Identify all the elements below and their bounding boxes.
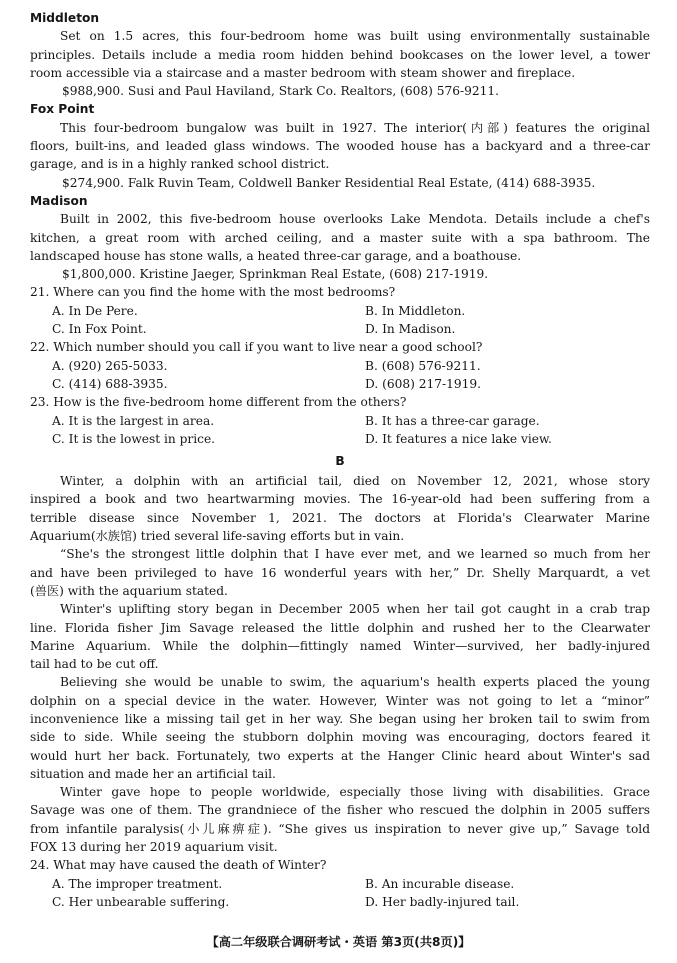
question-24 [30, 856, 650, 911]
listing-contact: $274,900. Falk Ruvin Team, Coldwell Banker Residential Real Estate, (414) 688-3935. [62, 175, 596, 190]
paragraph [30, 545, 650, 600]
option-d: D. Her badly-injured tail. [365, 894, 520, 909]
paragraph [30, 472, 650, 545]
question-22 [30, 338, 650, 393]
paragraph [30, 600, 650, 673]
text-line: Savage was one of them. The grandniece of the fisher who rescued the dolphin in 2005 suffers [30, 803, 650, 818]
option-a: A. The improper treatment. [52, 876, 223, 891]
text-line: Winter, a dolphin with an artificial tail, died on November 12, 2021, whose story [60, 474, 650, 489]
text-line: terrible disease since November 1, 2021. The doctors at Florida's Clearwater Marine [30, 510, 650, 525]
question-23 [30, 393, 650, 448]
text-line: Set on 1.5 acres, this four-bedroom home was built using environmentally sustainable [60, 29, 650, 44]
option-b: B. In Middleton. [365, 303, 466, 318]
question-stem: 23. How is the five-bedroom home different from the others? [30, 395, 407, 410]
option-b: B. It has a three-car garage. [365, 413, 540, 428]
option-a: A. (920) 265-5033. [52, 358, 168, 373]
text-line: FOX 13 during her 2019 aquarium visit. [30, 840, 278, 855]
passage-b [30, 472, 650, 856]
text-line: dolphin on a special device in the water. However, Winter was not going to let a “minor” [30, 693, 650, 708]
text-line: Aquarium(水族馆) tried several life-saving efforts but in vain. [30, 529, 405, 544]
question-stem: 21. Where can you find the home with the most bedrooms? [30, 285, 396, 300]
paragraph [30, 673, 650, 783]
text-line: kitchen, a great room with arched ceiling, and a master suite with a spa bathroom. The [30, 230, 650, 245]
option-a: A. It is the largest in area. [52, 413, 215, 428]
listing-name: Middleton [30, 11, 100, 25]
listing-middleton [30, 9, 650, 100]
text-line: inconvenience like a missing tail get in her way. She began using her broken tail to swim from [30, 711, 650, 726]
text-line: “She's the strongest little dolphin that I have ever met, and we learned so much from her [60, 547, 650, 562]
text-line: principles. Details include a media room hidden behind bookcases on the lower level, a tower [30, 47, 650, 62]
question-21 [30, 283, 650, 338]
option-c: C. It is the lowest in price. [52, 431, 216, 446]
text-line: tail had to be cut off. [30, 657, 159, 672]
text-line: This four-bedroom bungalow was built in 1927. The interior(内部) features the original [60, 120, 650, 135]
text-line: inspired a book and two heartwarming movies. The 16-year-old had been suffering from a [30, 492, 650, 507]
text-line: landscaped house has stone walls, a heated three-car garage, and a boathouse. [30, 248, 522, 263]
listing-contact: $1,800,000. Kristine Jaeger, Sprinkman Real Estate, (608) 217-1919. [62, 267, 489, 282]
text-line: Marine Aquarium. While the dolphin—fittingly named Winter—survived, her badly-injured [30, 638, 650, 653]
option-a: A. In De Pere. [52, 303, 138, 318]
question-stem: 24. What may have caused the death of Winter? [30, 858, 327, 873]
text-line: garage, and is in a highly ranked school district. [30, 157, 330, 172]
text-line: Believing she would be unable to swim, the aquarium's health experts placed the young [60, 675, 650, 690]
option-c: C. Her unbearable suffering. [52, 894, 230, 909]
listing-contact: $988,900. Susi and Paul Haviland, Stark Co. Realtors, (608) 576-9211. [62, 84, 500, 99]
listing-madison [30, 192, 650, 283]
text-line: and have been privileged to have 16 wonderful years with her,” Dr. Shelly Marquardt, a vet [30, 565, 650, 580]
option-b: B. An incurable disease. [365, 876, 515, 891]
text-line: (兽医) with the aquarium stated. [30, 583, 228, 598]
option-c: C. (414) 688-3935. [52, 376, 168, 391]
page-content [30, 9, 650, 911]
text-line: Winter's uplifting story began in December 2005 when her tail got caught in a crab trap [60, 602, 650, 617]
listing-name: Madison [30, 193, 88, 208]
page-footer: 【高二年级联合调研考试・英语 第3页(共8页)】 [206, 935, 471, 949]
listing-name: Fox Point [30, 102, 95, 117]
text-line: line. Florida fisher Jim Savage released the little dolphin and rushed her to the Clearwater [30, 620, 650, 635]
section-b-title: B [335, 454, 345, 469]
option-d: D. (608) 217-1919. [365, 376, 482, 391]
option-d: D. In Madison. [365, 322, 456, 337]
text-line: situation and made her an artificial tail. [30, 766, 276, 781]
listing-fox-point [30, 100, 650, 191]
paragraph [30, 783, 650, 856]
text-line: room accessible via a staircase and a master bedroom with steam shower and fireplace. [30, 65, 576, 80]
text-line: would hurt her back. Fortunately, two experts at the Hanger Clinic heard about Winter's sad [30, 748, 650, 763]
text-line: from infantile paralysis(小儿麻痹症). “She gives us inspiration to never give up,” Savage told [30, 821, 650, 836]
text-line: floors, built-ins, and leaded glass windows. The wooded house has a backyard and a three-car [30, 139, 650, 154]
option-d: D. It features a nice lake view. [365, 431, 552, 446]
question-stem: 22. Which number should you call if you want to live near a good school? [30, 340, 483, 355]
option-b: B. (608) 576-9211. [365, 358, 481, 373]
text-line: Built in 2002, this five-bedroom house overlooks Lake Mendota. Details include a chef's [60, 212, 650, 227]
option-c: C. In Fox Point. [52, 322, 147, 337]
text-line: side to side. While seeing the stubborn dolphin moving was encouraging, doctors feared it [30, 730, 650, 745]
text-line: Winter gave hope to people worldwide, especially those living with disabilities. Grace [60, 785, 650, 800]
